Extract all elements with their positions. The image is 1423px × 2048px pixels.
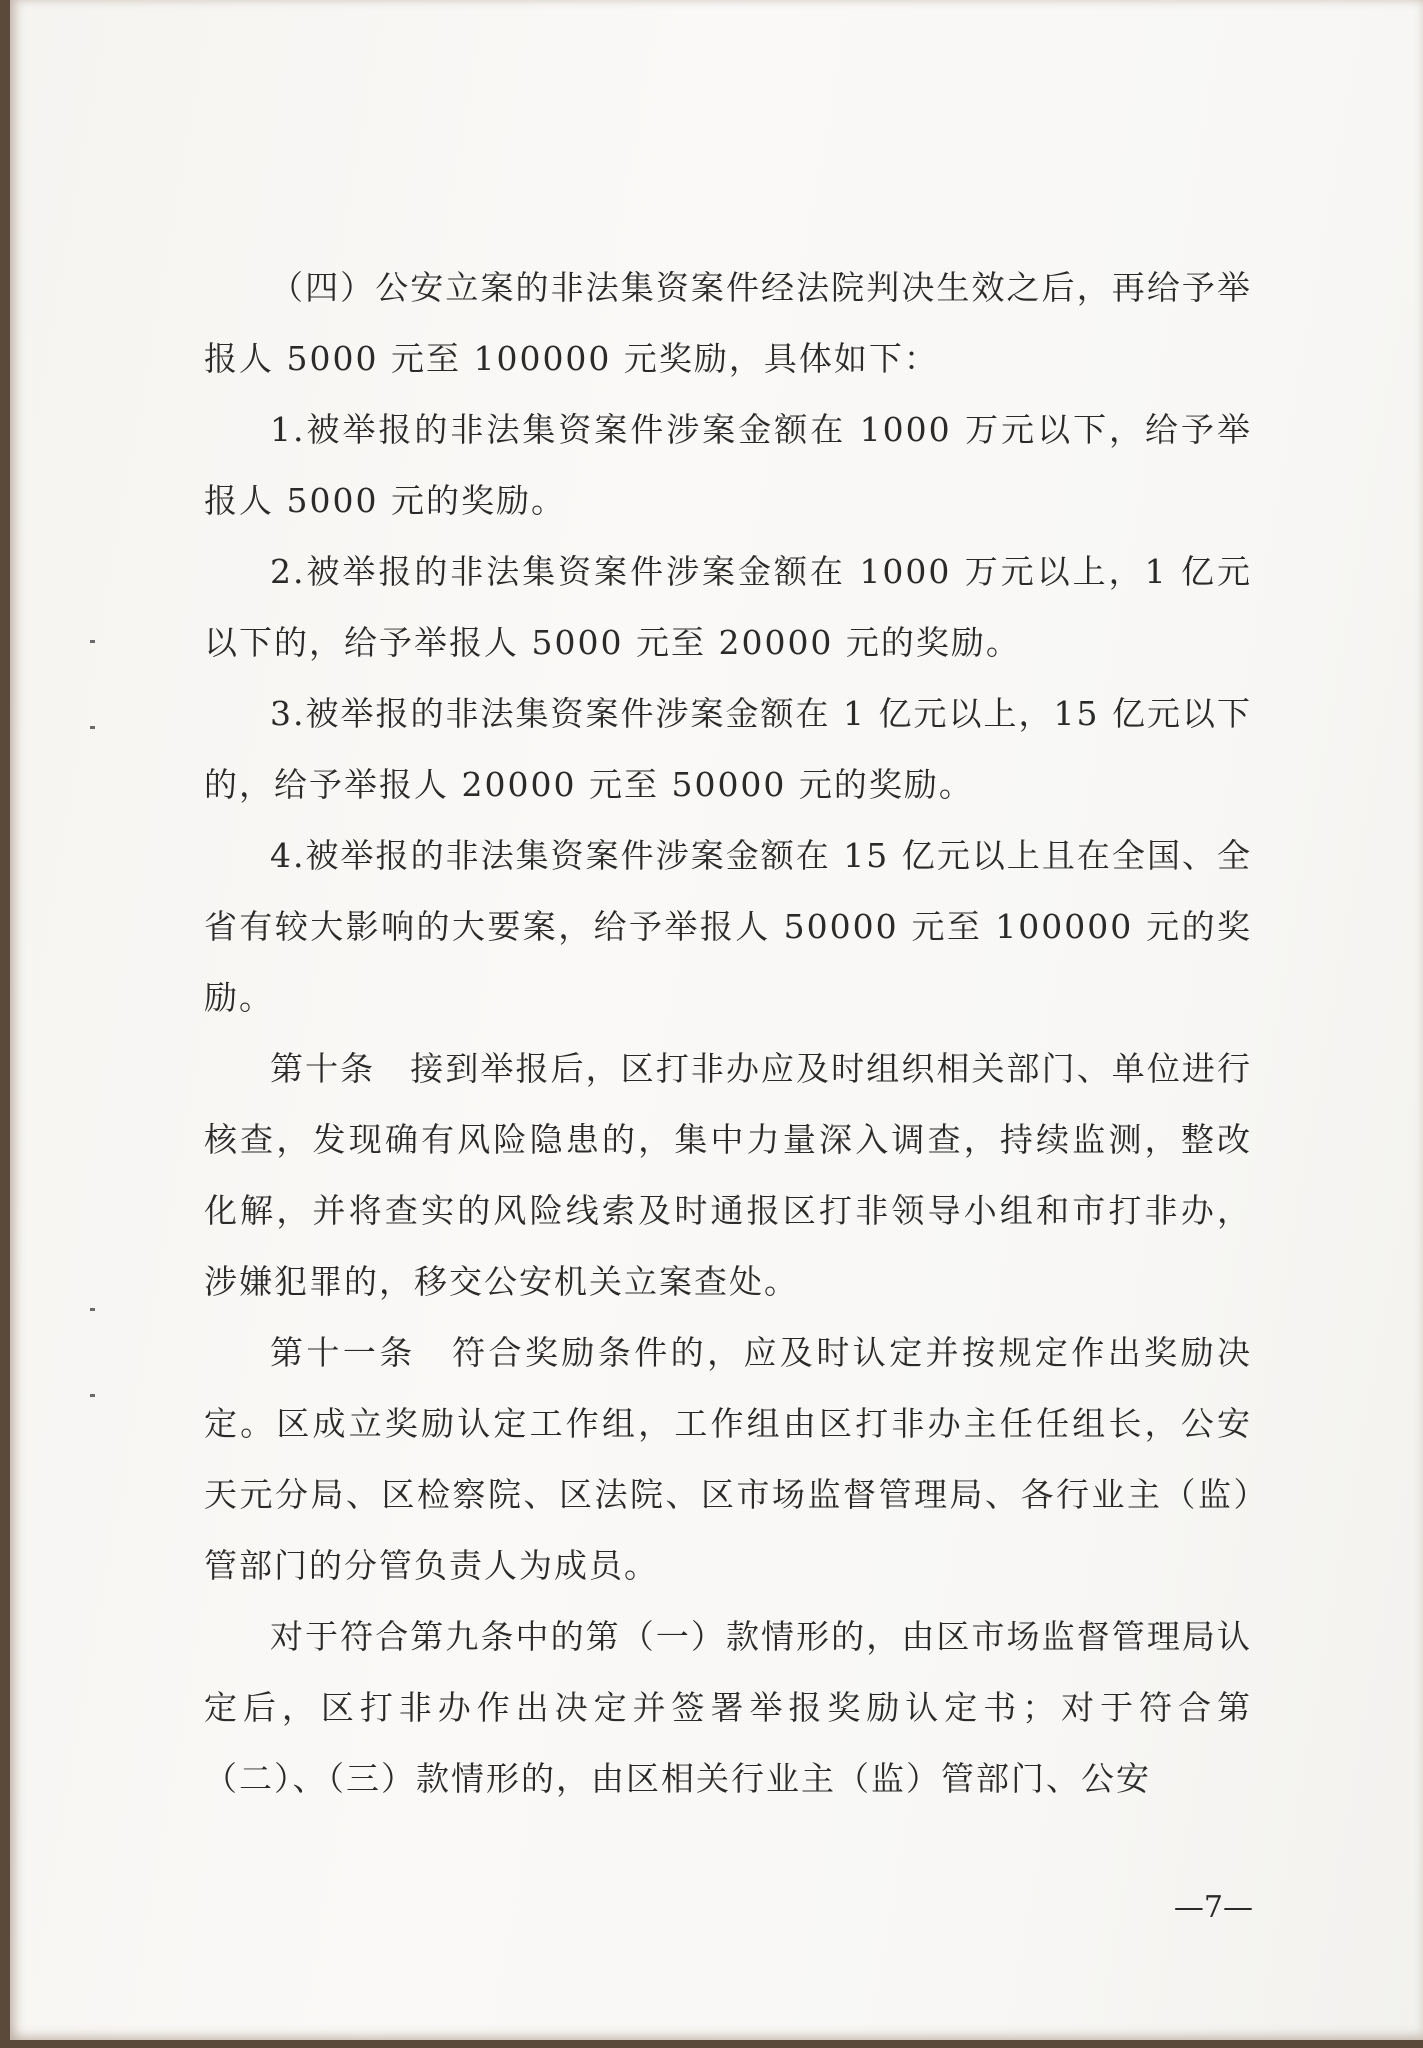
paragraph-reward-tier-2: 2.被举报的非法集资案件涉案金额在 1000 万元以上，1 亿元以下的，给予举报人 5000 元至 20000 元的奖励。 bbox=[204, 552, 1252, 662]
document-body bbox=[204, 252, 1252, 1814]
paragraph-article-10: 第十条 接到举报后，区打非办应及时组织相关部门、单位进行核查，发现确有风险隐患的，集中力量深入调查，持续监测，整改化解，并将查实的风险线索及时通报区打非领导小组和市打非办，涉嫌犯罪的，移交公安机关立案查处。 bbox=[204, 1049, 1252, 1301]
paragraph-article-11: 第十一条 符合奖励条件的，应及时认定并按规定作出奖励决定。区成立奖励认定工作组，工作组由区打非办主任任组长，公安天元分局、区检察院、区法院、区市场监督管理局、各行业主（监）管部门的分管负责人为成员。 bbox=[204, 1333, 1252, 1585]
paragraph-article-11-continued: 对于符合第九条中的第（一）款情形的，由区市场监督管理局认定后，区打非办作出决定并签署举报奖励认定书；对于符合第（二）、（三）款情形的，由区相关行业主（监）管部门、公安 bbox=[204, 1617, 1252, 1798]
paragraph-reward-tier-3: 3.被举报的非法集资案件涉案金额在 1 亿元以上，15 亿元以下的，给予举报人 20000 元至 50000 元的奖励。 bbox=[204, 694, 1252, 804]
margin-mark bbox=[90, 640, 95, 643]
paragraph-reward-tier-4: 4.被举报的非法集资案件涉案金额在 15 亿元以上且在全国、全省有较大影响的大要案，给予举报人 50000 元至 100000 元的奖励。 bbox=[204, 836, 1252, 1017]
margin-mark bbox=[90, 726, 95, 729]
document-page bbox=[10, 0, 1423, 2040]
margin-mark bbox=[90, 1394, 95, 1397]
paragraph-reward-tier-1: 1.被举报的非法集资案件涉案金额在 1000 万元以下，给予举报人 5000 元的奖励。 bbox=[204, 410, 1252, 520]
paragraph-reward-clause-4: （四）公安立案的非法集资案件经法院判决生效之后，再给予举报人 5000 元至 100000 元奖励，具体如下： bbox=[204, 268, 1252, 378]
margin-mark bbox=[90, 1308, 95, 1311]
page-number: —7— bbox=[1173, 1890, 1253, 1925]
